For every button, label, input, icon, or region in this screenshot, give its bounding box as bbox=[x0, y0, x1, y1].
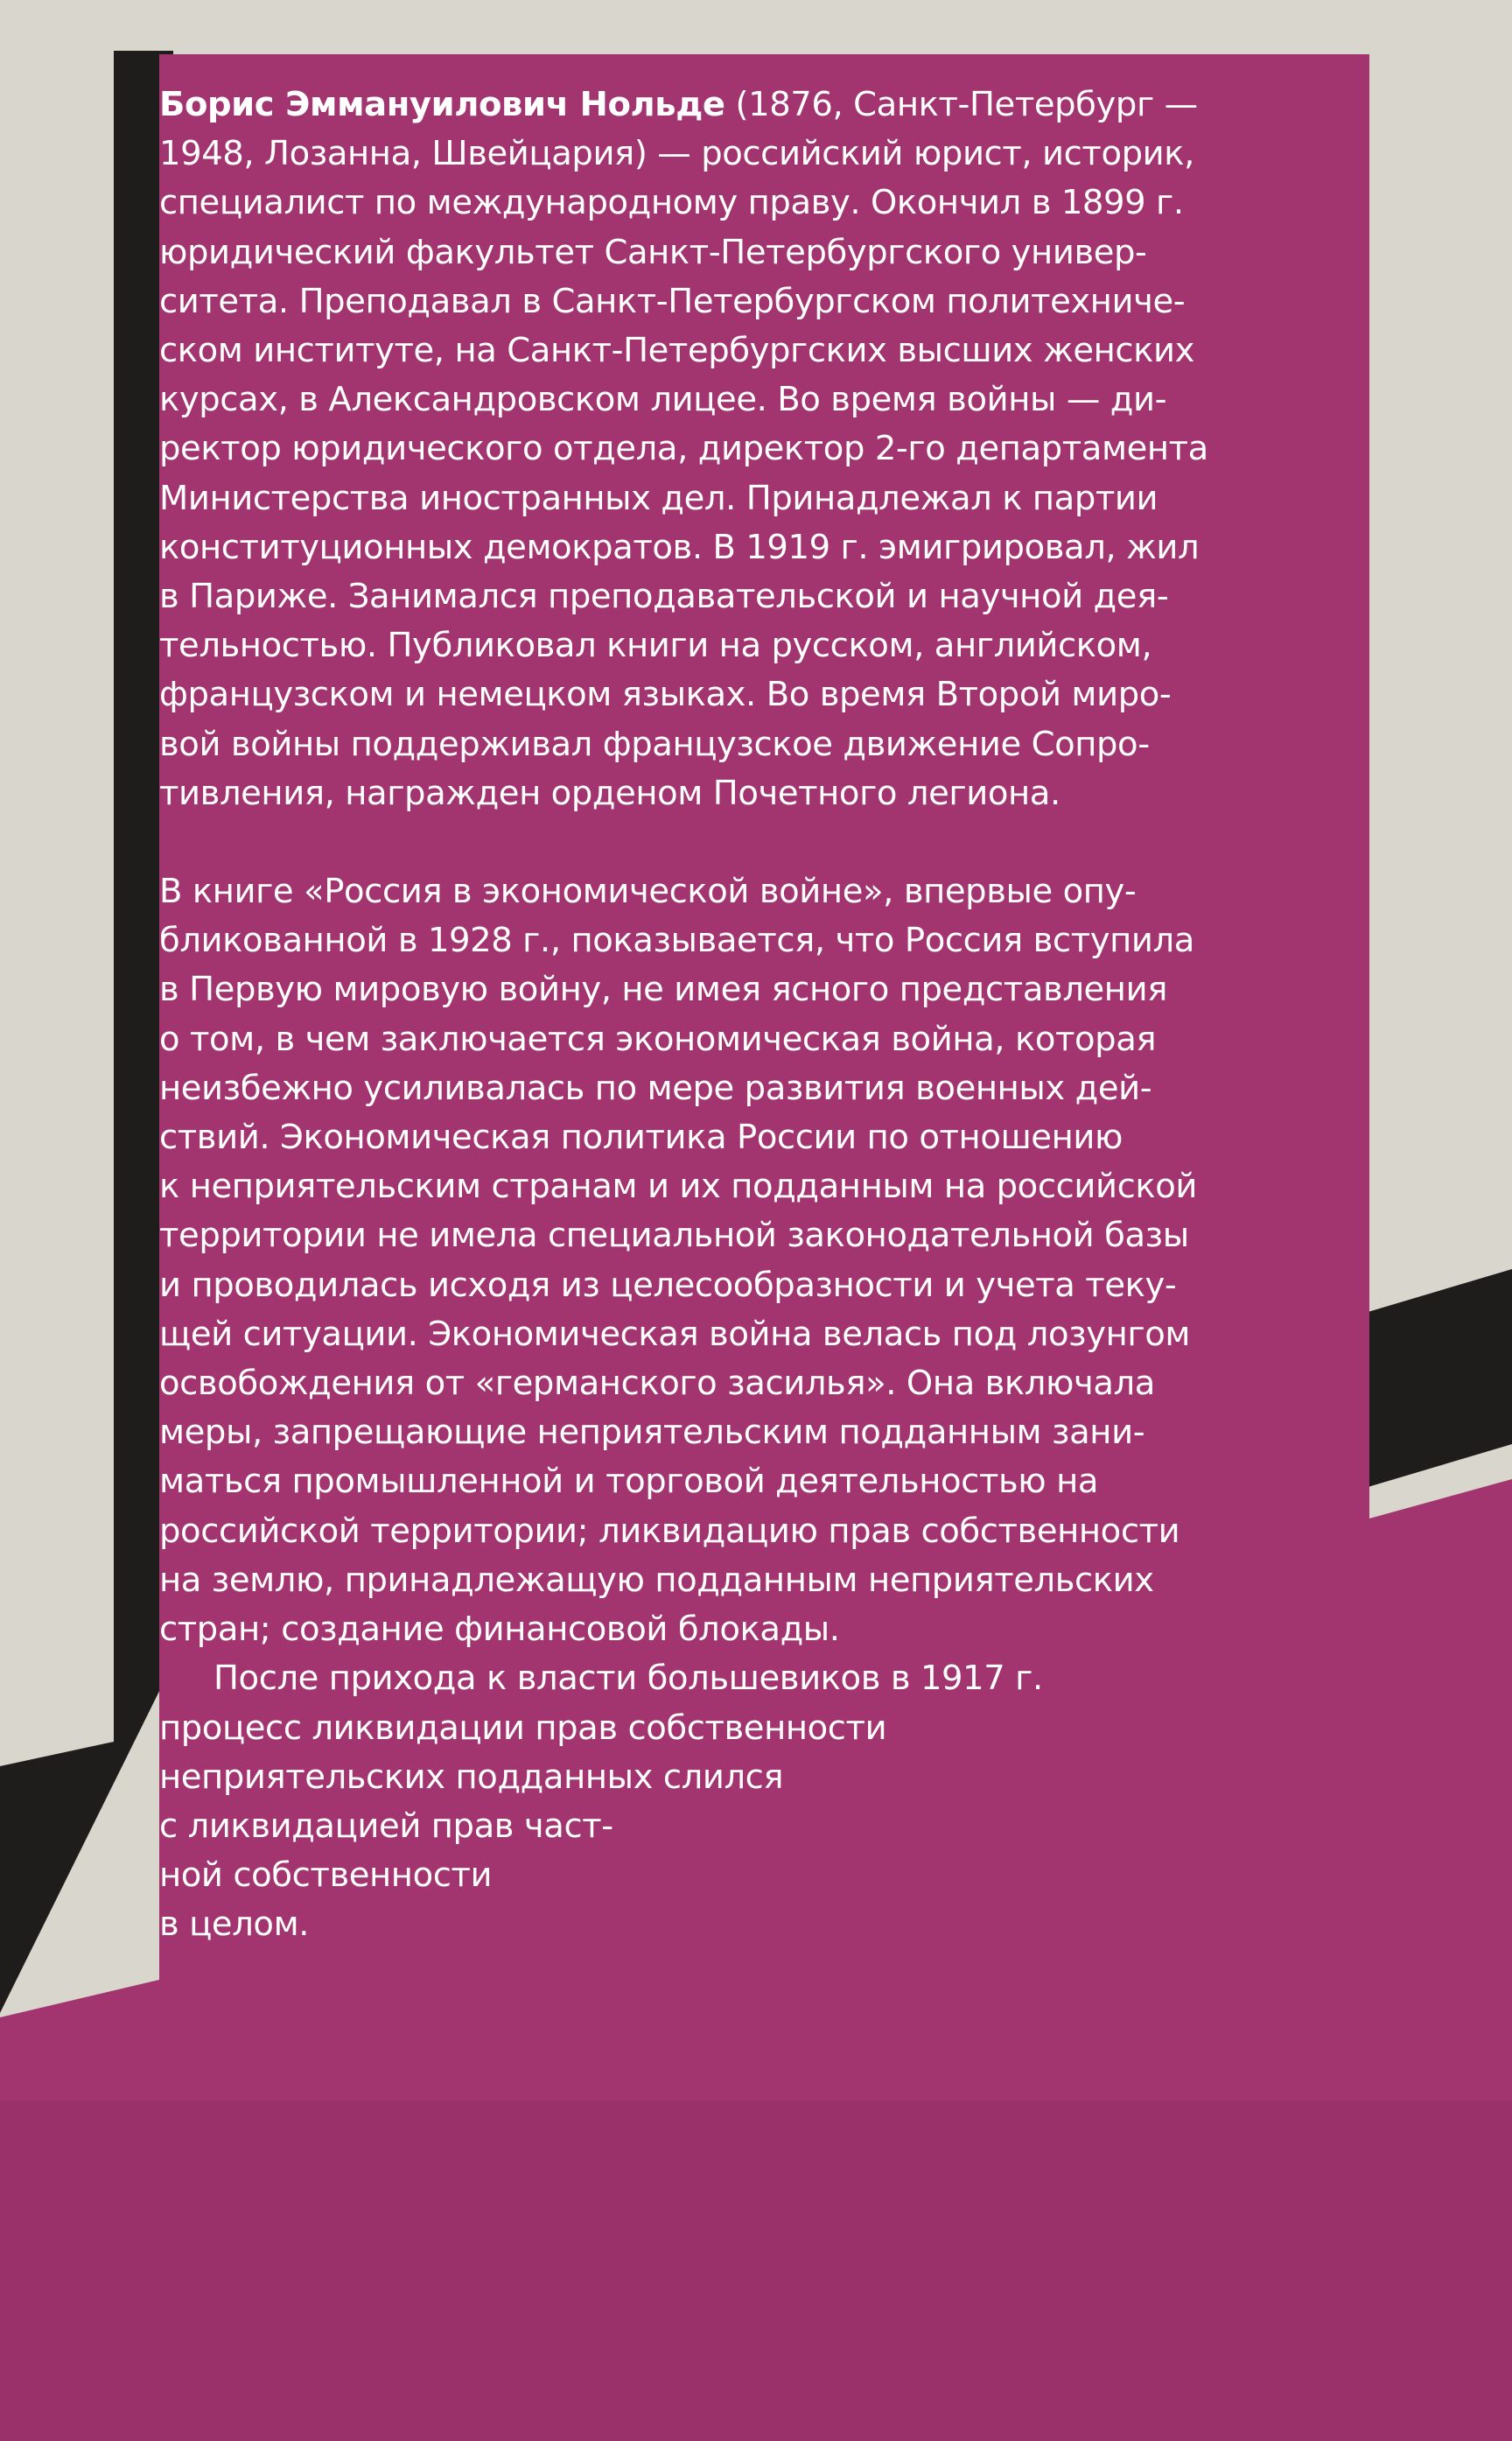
book-description-paragraph-1: В книге «Россия в экономической войне», впервые опу- бликованной в 1928 г., показывается, что Россия вступила в Первую мировую войну, не имея ясного представления о том, в чем заключается экономическая война, которая неизбежно усиливалась по мере развития военных дей- ствий. Экономическая политика России по отношению к неприятельским странам и их подданным на российской территории не имела специальной законодательной базы и проводилась исходя из целесообразности и учета теку- щей ситуации. Экономическая война велась под лозунгом освобождения от «германского засилья». Она включала меры, запрещающие неприятельским подданным зани- маться промышленной и торговой деятельностью на российской территории; ликвидацию прав собственности на землю, принадлежащую подданным неприятельских стран; создание финансовой блокады. bbox=[159, 872, 1198, 1650]
bottom-shade bbox=[0, 2101, 1512, 2441]
author-bio bbox=[159, 81, 1358, 818]
cover-text bbox=[159, 81, 1358, 1950]
paragraph-2-first-line: После прихода к власти большевиков в 1917 г. bbox=[214, 1659, 1043, 1699]
paragraph-2-rest: процесс ликвидации прав собственности неприятельских подданных слился с ликвидацией прав част- ной собственности в целом. bbox=[159, 1708, 887, 1945]
book-description-paragraph-2 bbox=[159, 1654, 1358, 1949]
author-name: Борис Эммануилович Нольде bbox=[159, 85, 725, 124]
author-bio-text: (1876, Санкт-Петербург — 1948, Лозанна, Швейцария) — российский юрист, историк, специалист по международному праву. Окончил в 1899 г. юридический факультет Санкт-Петербургского универ- ситета. Преподавал в Санкт-Петербургском политехниче- ском институте, на Санкт-Петербургских высших женских курсах, в Александровском лицее. Во время войны — ди- ректор юридического отдела, директор 2-го департамента Министерства иностранных дел. Принадлежал к партии конституционных демократов. В 1919 г. эмигрировал, жил в Париже. Занимался преподавательской и научной дея- тельностью. Публиковал книги на русском, английском, французском и немецком языках. Во время Второй миро- вой войны поддерживал французское движение Сопро- тивления, награжден орденом Почетного легиона. bbox=[159, 85, 1208, 813]
